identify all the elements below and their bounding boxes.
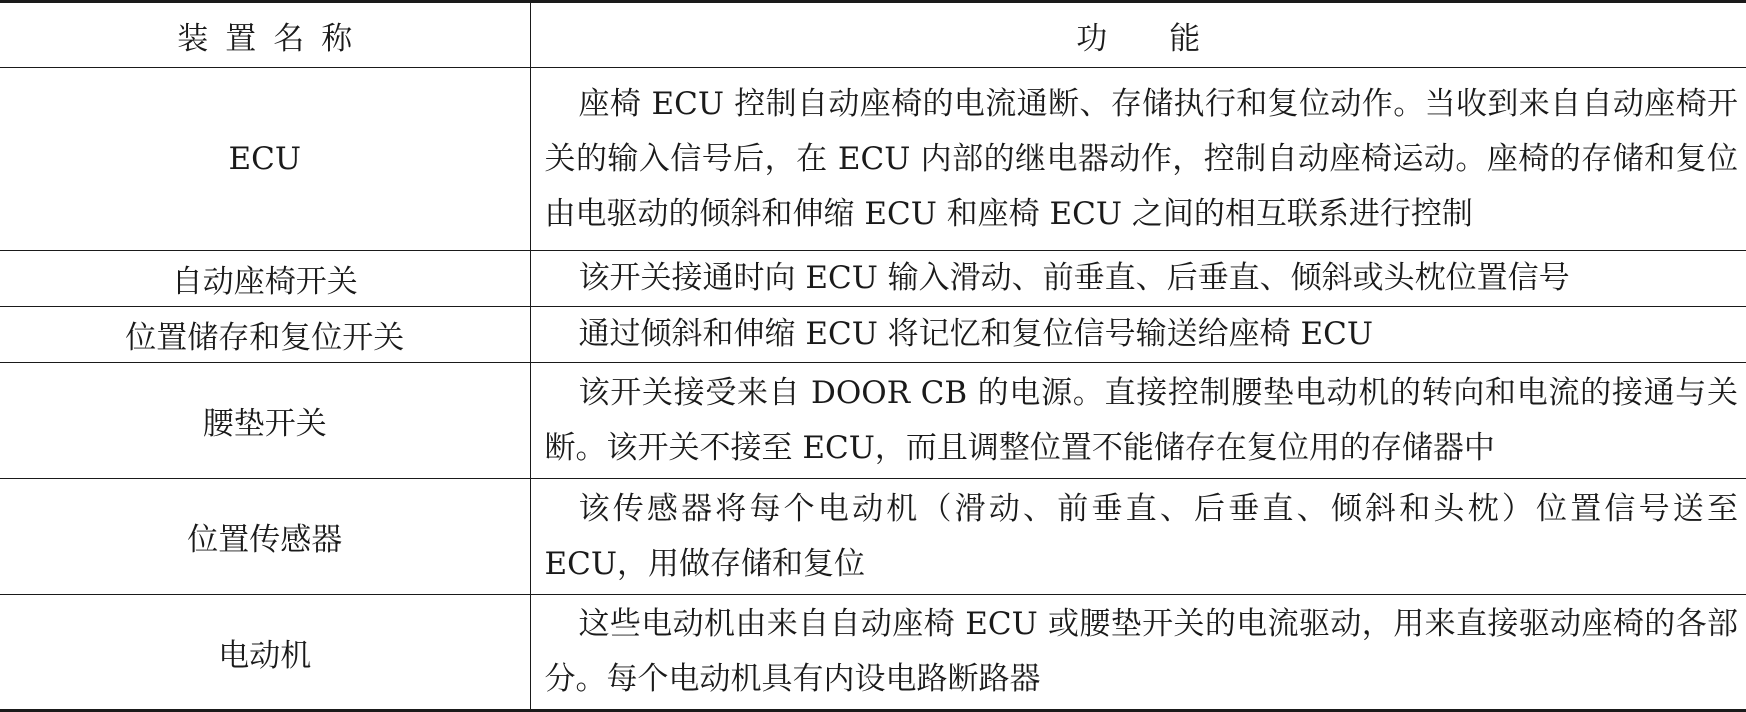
- header-function: 功能: [530, 2, 1746, 68]
- device-name-cell: 电动机: [0, 595, 530, 711]
- table-row: [0, 307, 1746, 363]
- function-cell: 该开关接受来自 DOOR CB 的电源。直接控制腰垫电动机的转向和电流的接通与关断。该开关不接至 ECU，而且调整位置不能储存在复位用的存储器中: [530, 363, 1746, 479]
- header-device-name: 装置名称: [0, 2, 530, 68]
- function-cell: 这些电动机由来自自动座椅 ECU 或腰垫开关的电流驱动，用来直接驱动座椅的各部分。每个电动机具有内设电路断路器: [530, 595, 1746, 711]
- device-name-cell: 位置传感器: [0, 479, 530, 595]
- table-row: [0, 595, 1746, 711]
- device-name-cell: 自动座椅开关: [0, 251, 530, 307]
- device-name-cell: ECU: [0, 68, 530, 251]
- device-name-cell: 腰垫开关: [0, 363, 530, 479]
- function-cell: 该传感器将每个电动机（滑动、前垂直、后垂直、倾斜和头枕）位置信号送至 ECU，用做存储和复位: [530, 479, 1746, 595]
- table-row: [0, 479, 1746, 595]
- table-row: [0, 363, 1746, 479]
- function-cell: 座椅 ECU 控制自动座椅的电流通断、存储执行和复位动作。当收到来自自动座椅开关的输入信号后，在 ECU 内部的继电器动作，控制自动座椅运动。座椅的存储和复位由电驱动的倾斜和伸缩 ECU 和座椅 ECU 之间的相互联系进行控制: [530, 68, 1746, 251]
- table-row: [0, 68, 1746, 251]
- function-cell: 该开关接通时向 ECU 输入滑动、前垂直、后垂直、倾斜或头枕位置信号: [530, 251, 1746, 307]
- device-name-cell: 位置储存和复位开关: [0, 307, 530, 363]
- table-row: [0, 251, 1746, 307]
- table-header-row: [0, 2, 1746, 68]
- function-cell: 通过倾斜和伸缩 ECU 将记忆和复位信号输送给座椅 ECU: [530, 307, 1746, 363]
